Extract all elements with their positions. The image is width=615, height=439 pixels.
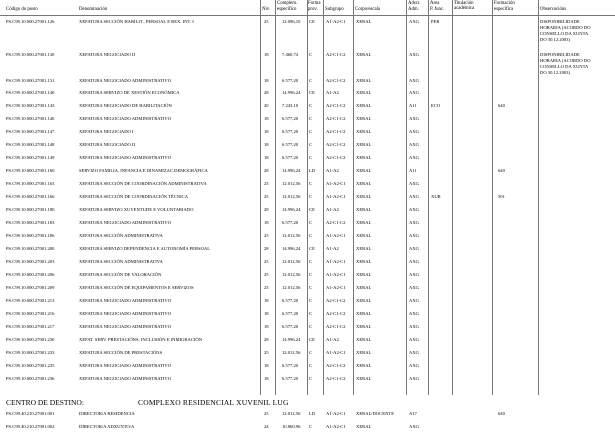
cell-nivel: 18 xyxy=(264,78,269,83)
cell-denominacion: XEFATURA SECCIÓN DE EQUIPAMENTOS E SERVIZOS xyxy=(79,285,194,290)
cell-complemento: 6.577,20 xyxy=(282,116,299,121)
cell-subgrupo: A1-A2-C1 xyxy=(326,411,346,416)
cell-corpo: XERAL xyxy=(356,220,372,225)
cell-complemento: 14.996,24 xyxy=(282,337,301,342)
column-divider xyxy=(307,0,308,395)
cell-complemento: 12.096,10 xyxy=(282,19,301,24)
cell-observacions: DISPONIBILIDADE xyxy=(540,19,580,24)
cell-observacions: DISPONIBILIDADE xyxy=(540,52,580,57)
cell-formacion: 501 xyxy=(498,194,505,199)
cell-corpo: XERAL xyxy=(356,363,372,368)
cell-denominacion: XEFATURA SECCIÓN DE COORDINACIÓN TÉCNICA xyxy=(79,194,189,199)
cell-corpo: XERAL xyxy=(356,168,372,173)
header-adscr: Adscr. xyxy=(408,1,421,6)
cell-adscr: AXG xyxy=(409,311,419,316)
cell-nivel: 28 xyxy=(264,168,269,173)
cell-forma: CE xyxy=(309,337,315,342)
cell-corpo: XERAL xyxy=(356,246,372,251)
cell-subgrupo: A2-C1-C2 xyxy=(326,155,346,160)
cell-codigo: PS.C99.10.000.27001.213 xyxy=(6,298,55,303)
cell-subgrupo: A2-C1-C2 xyxy=(326,103,346,108)
cell-codigo: PS.C99.10.000.27001.147 xyxy=(6,129,55,134)
cell-codigo: PS.C99.10.000.27001.206 xyxy=(6,272,55,277)
cell-corpo: XERAL xyxy=(356,116,372,121)
cell-denominacion: XEFATURA NEGOCIADO ADMINISTRATIVO xyxy=(79,376,172,381)
cell-nivel: 25 xyxy=(264,272,269,277)
cell-subgrupo: A1-A2 xyxy=(326,337,339,342)
header-complemento: Complem. xyxy=(277,1,298,6)
cell-nivel: 25 xyxy=(264,233,269,238)
cell-forma: C xyxy=(309,311,313,316)
column-divider xyxy=(538,0,539,395)
column-divider xyxy=(452,0,453,395)
cell-observacions: DO 30.12.2003) xyxy=(540,70,570,75)
header-formacion-2: específica xyxy=(494,7,514,12)
cell-complemento: 6.577,20 xyxy=(282,155,299,160)
cell-subgrupo: A2-C1-C2 xyxy=(326,220,346,225)
header-codigo: Código do posto xyxy=(6,7,38,12)
cell-forma: C xyxy=(309,272,313,277)
cell-nivel: 18 xyxy=(264,155,269,160)
cell-denominacion: XEFATURA NEGOCIADO II xyxy=(79,142,136,147)
cell-subgrupo: A1-A2-C1 xyxy=(326,424,346,429)
header-corpo: Corpo/escala xyxy=(355,7,381,12)
cell-complemento: 6.577,20 xyxy=(282,363,299,368)
cell-nivel: 28 xyxy=(264,90,269,95)
header-formacion: Formación xyxy=(494,1,515,6)
cell-forma: C xyxy=(309,233,313,238)
cell-forma: CE xyxy=(309,90,315,95)
cell-nivel: 25 xyxy=(264,350,269,355)
cell-complemento: 6.577,20 xyxy=(282,220,299,225)
column-divider xyxy=(406,0,407,395)
cell-subgrupo: A1-A2-C1 xyxy=(326,181,346,186)
cell-complemento: 12.012,56 xyxy=(282,411,301,416)
cell-forma: C xyxy=(309,424,313,429)
cell-nivel: 25 xyxy=(264,259,269,264)
cell-subgrupo: A1-A2 xyxy=(326,246,339,251)
cell-adscr: AXG xyxy=(409,259,419,264)
cell-subgrupo: A1-A2-C1 xyxy=(326,194,346,199)
cell-adscr: AXG xyxy=(409,298,419,303)
centre-label: CENTRO DE DESTINO: xyxy=(6,398,84,407)
cell-adscr: AXG xyxy=(409,376,419,381)
cell-subgrupo: A2-C1-C2 xyxy=(326,142,346,147)
cell-complemento: 6.577,20 xyxy=(282,142,299,147)
cell-nivel: 20 xyxy=(264,103,269,108)
cell-complemento: 6.577,20 xyxy=(282,298,299,303)
cell-denominacion: XEFATURA SERVIZO DEPENDENCIA E AUTONOMÍA PERSOAL xyxy=(79,246,211,251)
header-forma-2: prov. xyxy=(308,7,318,12)
cell-complemento: 7.243,10 xyxy=(282,103,299,108)
cell-forma: C xyxy=(309,350,313,355)
cell-subgrupo: A1-A2-C1 xyxy=(326,272,346,277)
cell-nivel: 28 xyxy=(264,207,269,212)
cell-adscr: AXG xyxy=(409,181,419,186)
cell-adscr: A11 xyxy=(409,168,417,173)
cell-corpo: XERAL xyxy=(356,337,372,342)
cell-subgrupo: A2-C1-C2 xyxy=(326,52,346,57)
cell-forma: C xyxy=(309,363,313,368)
column-divider xyxy=(275,0,276,395)
cell-observacions: CONSELLO DA XUNTA xyxy=(540,31,589,36)
cell-forma: C xyxy=(309,155,313,160)
cell-corpo: XERAL xyxy=(356,78,372,83)
cell-complemento: 6.577,20 xyxy=(282,129,299,134)
cell-corpo: XERAL xyxy=(356,233,372,238)
cell-adscr: AXG xyxy=(409,220,419,225)
cell-forma: C xyxy=(309,194,313,199)
cell-nivel: 28 xyxy=(264,246,269,251)
cell-nivel: 25 xyxy=(264,19,269,24)
cell-denominacion: XEFATURA SECCIÓN DE COORDINACIÓN ADMINISTRATIVA xyxy=(79,181,207,186)
header-area: Área xyxy=(430,1,440,6)
cell-nivel: 25 xyxy=(264,181,269,186)
cell-nivel: 18 xyxy=(264,129,269,134)
cell-forma: C xyxy=(309,220,313,225)
cell-forma: C xyxy=(309,129,313,134)
cell-adscr: AXG xyxy=(409,272,419,277)
cell-nivel: 18 xyxy=(264,52,269,57)
cell-denominacion: XEFATURA SERVIZO XUVENTUDE E VOLUNTARIADO xyxy=(79,207,194,212)
cell-adscr: AXG xyxy=(409,142,419,147)
cell-forma: C xyxy=(309,285,313,290)
cell-codigo: PS.C99.10.000.27001.163 xyxy=(6,181,55,186)
cell-adscr: AXG xyxy=(409,90,419,95)
cell-nivel: 18 xyxy=(264,116,269,121)
cell-corpo: XERAL xyxy=(356,103,372,108)
cell-corpo: XERAL xyxy=(356,181,372,186)
cell-nivel: 18 xyxy=(264,220,269,225)
cell-codigo: PS.C99.10.000.27001.230 xyxy=(6,337,55,342)
cell-denominacion: XEFATURA NEGOCIADO ADMINISTRATIVO xyxy=(79,311,172,316)
cell-subgrupo: A1-A2 xyxy=(326,90,339,95)
cell-subgrupo: A1-A2 xyxy=(326,168,339,173)
cell-denominacion: XEFATURA NEGOCIADO ADMINISTRATIVO xyxy=(79,78,172,83)
header-complemento-2: específico xyxy=(277,7,297,12)
cell-forma: C xyxy=(309,324,313,329)
cell-denominacion: XEFATURA SECCIÓN DE VALORACIÓN xyxy=(79,272,162,277)
cell-area: XUR xyxy=(431,194,441,199)
cell-denominacion: XEFATURA SECCIÓN ADMINISTRATIVA xyxy=(79,259,163,264)
cell-codigo: PS.C99.10.000.27001.140 xyxy=(6,90,55,95)
cell-corpo: XERAL xyxy=(356,129,372,134)
cell-observacions: HORARIA (ACORDO DO xyxy=(540,25,591,30)
column-divider xyxy=(428,0,429,395)
cell-codigo: PS.C99.10.000.27001.233 xyxy=(6,350,55,355)
cell-denominacion: XEFATURA NEGOCIADO ADMINISTRATIVO xyxy=(79,116,172,121)
cell-codigo: PS.C99.10.000.27001.160 xyxy=(6,168,55,173)
cell-corpo: XERAL xyxy=(356,90,372,95)
cell-subgrupo: A2-C1-C2 xyxy=(326,129,346,134)
cell-adscr: AXG xyxy=(409,233,419,238)
cell-corpo: XERAL xyxy=(356,424,372,429)
header-area-2: P. func. xyxy=(430,7,445,12)
cell-codigo: PS.C99.10.000.27001.200 xyxy=(6,246,55,251)
cell-area: ECO xyxy=(431,103,441,108)
cell-codigo: PS.C99.10.000.27001.166 xyxy=(6,194,55,199)
cell-denominacion: XEFATURA NEGOCIADO DE HABILITACIÓN xyxy=(79,103,172,108)
cell-corpo: XERAL xyxy=(356,52,372,57)
cell-nivel: 18 xyxy=(264,298,269,303)
cell-corpo: XERAL xyxy=(356,19,372,24)
cell-formacion: 640 xyxy=(498,411,505,416)
cell-denominacion: DIRECTOR/A RESIDENCIA xyxy=(79,411,135,416)
cell-complemento: 12.012,56 xyxy=(282,350,301,355)
cell-nivel: 25 xyxy=(264,194,269,199)
cell-denominacion: XEFATURA SECCIÓN ADMINISTRATIVA xyxy=(79,233,163,238)
cell-forma: C xyxy=(309,181,313,186)
cell-denominacion: XEFATURA NEGOCIADO II xyxy=(79,52,136,57)
column-divider xyxy=(353,0,354,395)
header-forma: Forma xyxy=(308,1,321,6)
cell-corpo: XERAL xyxy=(356,155,372,160)
cell-codigo: PS.C99.10.000.27001.203 xyxy=(6,259,55,264)
cell-codigo: PS.C99.10.000.27001.186 xyxy=(6,233,55,238)
cell-formacion: 640 xyxy=(498,168,505,173)
cell-adscr: AXG xyxy=(409,116,419,121)
cell-forma: LD xyxy=(309,168,316,173)
cell-complemento: 14.996,24 xyxy=(282,207,301,212)
cell-corpo: XERAL/DOCENTE xyxy=(356,411,395,416)
cell-subgrupo: A2-C1-C2 xyxy=(326,116,346,121)
cell-forma: LD xyxy=(309,411,316,416)
cell-forma: C xyxy=(309,376,313,381)
cell-subgrupo: A2-C1-C2 xyxy=(326,324,346,329)
cell-codigo: PS.C99.10.000.27001.235 xyxy=(6,363,55,368)
cell-adscr: AXG xyxy=(409,424,419,429)
cell-adscr: AXG xyxy=(409,363,419,368)
cell-complemento: 12.012,56 xyxy=(282,272,301,277)
column-divider xyxy=(260,0,261,395)
cell-complemento: 14.996,24 xyxy=(282,168,301,173)
cell-denominacion: XEFATURA SERVIZO DE XESTIÓN ECONÓMICA xyxy=(79,90,180,95)
cell-codigo: PS.C99.10.000.27001.130 xyxy=(6,52,55,57)
cell-observacions: DO 30.12.2003) xyxy=(540,37,570,42)
cell-subgrupo: A2-C1-C2 xyxy=(326,363,346,368)
cell-subgrupo: A2-C1-C2 xyxy=(326,78,346,83)
cell-nivel: 18 xyxy=(264,311,269,316)
cell-subgrupo: A1-A2-C1 xyxy=(326,233,346,238)
cell-corpo: XERAL xyxy=(356,311,372,316)
cell-adscr: AXG xyxy=(409,155,419,160)
cell-denominacion: XEFATURA NEGOCIADO ADMINISTRATIVO xyxy=(79,298,172,303)
cell-corpo: XERAL xyxy=(356,350,372,355)
cell-forma: CE xyxy=(309,207,315,212)
cell-codigo: PS.C99.10.000.27001.180 xyxy=(6,207,55,212)
cell-codigo: PS.C99.10.000.27001.183 xyxy=(6,220,55,225)
cell-adscr: AXG xyxy=(409,350,419,355)
header-denominacion: Denominación xyxy=(79,7,108,12)
cell-adscr: A11 xyxy=(409,103,417,108)
cell-area: PER xyxy=(431,19,440,24)
cell-denominacion: XEFAT. SERV. PRESTACIÓNS, INCLUSIÓN E INMIGRACIÓN xyxy=(79,337,203,342)
cell-forma: C xyxy=(309,78,313,83)
cell-codigo: PS.C99.40.210.27001.002 xyxy=(6,424,55,429)
cell-adscr: AXG xyxy=(409,207,419,212)
cell-complemento: 7.460,74 xyxy=(282,52,299,57)
cell-codigo: PS.C99.10.000.27001.146 xyxy=(6,116,55,121)
cell-adscr: AXG xyxy=(409,194,419,199)
cell-adscr: A17 xyxy=(409,411,417,416)
cell-denominacion: XEFATURA NEGOCIADO ADMINISTRATIVO xyxy=(79,363,172,368)
cell-denominacion: XEFATURA NEGOCIADO I xyxy=(79,129,134,134)
cell-subgrupo: A2-C1-C2 xyxy=(326,376,346,381)
cell-forma: CE xyxy=(309,246,315,251)
cell-codigo: PS.C99.10.000.27001.217 xyxy=(6,324,55,329)
header-titulacion: Titulación académica xyxy=(454,1,475,11)
cell-subgrupo: A2-C1-C2 xyxy=(326,311,346,316)
header-observacions: Observacións xyxy=(540,7,567,12)
cell-denominacion: XEFATURA NEGOCIADO ADMINISTRATIVO xyxy=(79,220,172,225)
cell-subgrupo: A1-A2-C1 xyxy=(326,19,346,24)
cell-nivel: 25 xyxy=(264,411,269,416)
cell-nivel: 24 xyxy=(264,424,269,429)
cell-denominacion: XEFATURA SECCIÓN HABILIT., PERSOAL E REX. INT. I xyxy=(79,19,194,24)
cell-subgrupo: A1-A2 xyxy=(326,207,339,212)
cell-codigo: PS.C99.10.000.27001.236 xyxy=(6,376,55,381)
cell-nivel: 18 xyxy=(264,376,269,381)
cell-adscr: AXG xyxy=(409,78,419,83)
cell-subgrupo: A1-A2-C1 xyxy=(326,259,346,264)
cell-formacion: 640 xyxy=(498,103,505,108)
cell-subgrupo: A1-A2-C1 xyxy=(326,285,346,290)
cell-forma: C xyxy=(309,103,313,108)
cell-forma: CE xyxy=(309,19,315,24)
cell-adscr: AXG xyxy=(409,129,419,134)
cell-codigo: PS.C99.10.000.27001.126 xyxy=(6,19,55,24)
cell-complemento: 14.996,24 xyxy=(282,90,301,95)
cell-codigo: PS.C99.10.000.27001.143 xyxy=(6,103,55,108)
cell-corpo: XERAL xyxy=(356,207,372,212)
cell-codigo: PS.C99.10.000.27001.149 xyxy=(6,155,55,160)
cell-codigo: PS.C99.10.000.27001.148 xyxy=(6,142,55,147)
cell-codigo: PS.C99.10.000.27001.216 xyxy=(6,311,55,316)
cell-codigo: PS.C99.10.000.27001.209 xyxy=(6,285,55,290)
cell-complemento: 12.012,56 xyxy=(282,233,301,238)
cell-denominacion: XEFATURA SECCIÓN DE PRESTACIÓNS xyxy=(79,350,163,355)
column-divider xyxy=(323,0,324,395)
cell-denominacion: XEFATURA NEGOCIADO ADMINISTRATIVO xyxy=(79,155,172,160)
cell-complemento: 6.577,20 xyxy=(282,376,299,381)
cell-corpo: XERAL xyxy=(356,272,372,277)
cell-codigo: PS.C99.40.210.27001.001 xyxy=(6,411,55,416)
cell-denominacion: XEFATURA NEGOCIADO ADMINISTRATIVO xyxy=(79,324,172,329)
cell-complemento: 14.996,24 xyxy=(282,246,301,251)
header-subgrupo: Subgrupo xyxy=(325,7,344,12)
cell-complemento: 12.012,56 xyxy=(282,259,301,264)
cell-observacions: HORARIA (ACORDO DO xyxy=(540,58,591,63)
cell-corpo: XERAL xyxy=(356,259,372,264)
cell-adscr: AXG xyxy=(409,285,419,290)
cell-complemento: 6.577,20 xyxy=(282,324,299,329)
column-divider xyxy=(492,0,493,395)
header-adscr-2: Adm. xyxy=(408,7,419,12)
cell-observacions: CONSELLO DA XUNTA xyxy=(540,64,589,69)
cell-forma: C xyxy=(309,259,313,264)
cell-denominacion: SERVIZO FAMILIA, INFANCIA E DINAMIZAC.DEMOGRÁFICA xyxy=(79,168,208,173)
cell-forma: C xyxy=(309,142,313,147)
cell-complemento: 12.012,56 xyxy=(282,285,301,290)
cell-nivel: 18 xyxy=(264,363,269,368)
header-rule xyxy=(0,15,615,16)
cell-forma: C xyxy=(309,52,313,57)
cell-forma: C xyxy=(309,298,313,303)
cell-complemento: 6.577,20 xyxy=(282,311,299,316)
cell-denominacion: DIRECTOR/A ADXUNTO/A xyxy=(79,424,135,429)
cell-corpo: XERAL xyxy=(356,324,372,329)
cell-nivel: 25 xyxy=(264,285,269,290)
centre-name: COMPLEXO RESIDENCIAL XUVENIL LUG xyxy=(138,398,289,407)
cell-adscr: AXG xyxy=(409,19,419,24)
cell-adscr: AXG xyxy=(409,246,419,251)
cell-codigo: PS.C99.10.000.27001.131 xyxy=(6,78,55,83)
cell-corpo: XERAL xyxy=(356,298,372,303)
cell-nivel: 18 xyxy=(264,142,269,147)
header-nivel: Niv. xyxy=(262,7,271,12)
cell-adscr: AXG xyxy=(409,324,419,329)
cell-corpo: XERAL xyxy=(356,194,372,199)
cell-complemento: 6.577,20 xyxy=(282,78,299,83)
cell-adscr: AXG xyxy=(409,52,419,57)
cell-corpo: XERAL xyxy=(356,142,372,147)
cell-complemento: 10.860,96 xyxy=(282,424,301,429)
cell-complemento: 12.012,56 xyxy=(282,194,301,199)
cell-adscr: AXG xyxy=(409,337,419,342)
cell-forma: C xyxy=(309,116,313,121)
cell-corpo: XERAL xyxy=(356,376,372,381)
cell-subgrupo: A1-A2-C1 xyxy=(326,350,346,355)
cell-nivel: 18 xyxy=(264,324,269,329)
cell-complemento: 12.012,56 xyxy=(282,181,301,186)
cell-subgrupo: A2-C1-C2 xyxy=(326,298,346,303)
cell-nivel: 28 xyxy=(264,337,269,342)
cell-corpo: XERAL xyxy=(356,285,372,290)
